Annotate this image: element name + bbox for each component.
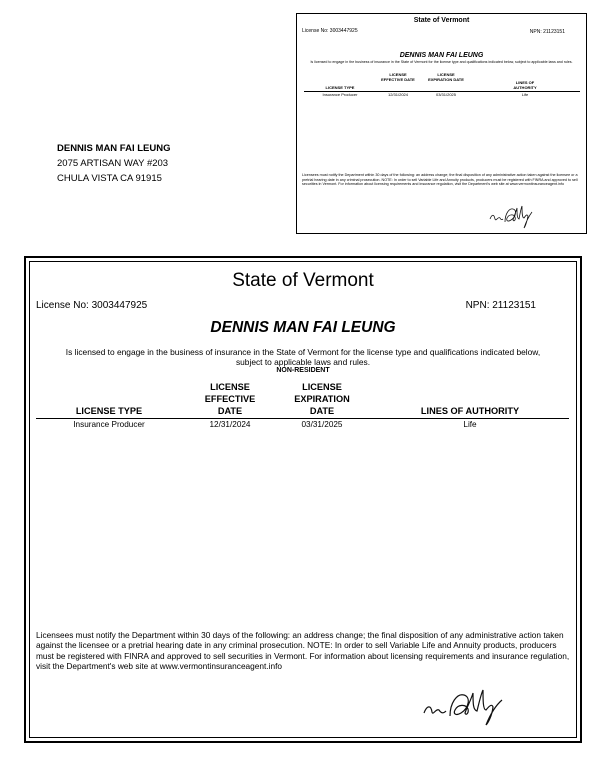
certificate-licensee-name: DENNIS MAN FAI LEUNG xyxy=(210,319,396,336)
col-expiration-line3: DATE xyxy=(309,406,335,416)
cell-lines-of-authority: Life xyxy=(463,420,477,429)
cell-license-type: Insurance Producer xyxy=(73,420,145,429)
small-cell-lines-of-authority: Life xyxy=(521,92,529,97)
small-col-effective-line2: EFFECTIVE DATE xyxy=(381,76,415,82)
small-cell-license-type: Insurance Producer xyxy=(322,92,358,97)
small-license-number: License No: 3003447925 xyxy=(302,28,358,34)
small-state-title: State of Vermont xyxy=(413,17,470,24)
small-col-expiration xyxy=(421,73,471,82)
small-col-effective xyxy=(375,73,421,82)
certificate-state-title: State of Vermont xyxy=(232,270,374,291)
col-effective-line2: EFFECTIVE xyxy=(204,394,256,404)
certificate-notice-text: Licensees must notify the Department within 30 days of the following: an address change; the final disposition of any administrative action taken against the licensee or a pretrial hearing date in any criminal prosecution. NOTE: In order to sell Variable Life and Annuity products, producers must be registered with FINRA and approved to sell securities in Vermont. For information about licensing requirements and insurance regulation, visit the Department's web site at www.vermontinsuranceagent.info xyxy=(36,630,570,671)
small-col-expiration-line2: EXPIRATION DATE xyxy=(428,76,464,82)
address-city-state-zip: CHULA VISTA CA 91915 xyxy=(57,173,162,184)
cell-expiration-date: 03/31/2025 xyxy=(301,420,343,429)
col-lines-of-authority: LINES OF AUTHORITY xyxy=(420,406,520,416)
small-license-statement: Is licensed to engage in the business of insurance in the State of Vermont for the license type and qualifications indicated below, subject to applicable laws and rules. xyxy=(310,60,573,64)
small-cell-expiration-date: 03/31/2025 xyxy=(435,92,457,97)
certificate-statement xyxy=(48,347,558,367)
col-license-expiration-date xyxy=(276,381,368,417)
small-notice-text: Licensees must notify the Department within 30 days of the following: an address change; the final disposition of any administrative action taken against the licensee or a pretrial hearing date in any criminal prosecution. NOTE: In order to sell Variable Life and Annuity products, producers must be registered with FINRA and approved to sell securities in Vermont. For information about licensing requirements and insurance regulation, visit the Department's web site at www.vermontinsuranceagent.info xyxy=(302,173,578,187)
small-col-lines-line2: AUTHORITY xyxy=(513,84,537,90)
col-effective-line1: LICENSE xyxy=(210,382,250,392)
table-header-divider xyxy=(36,418,569,419)
col-expiration-line1: LICENSE xyxy=(302,382,342,392)
residency-status: NON-RESIDENT xyxy=(276,367,330,374)
small-col-license-type: LICENSE TYPE xyxy=(325,85,355,90)
small-col-lines-of-authority xyxy=(493,81,557,90)
col-effective-line3: DATE xyxy=(217,406,243,416)
certificate-inner-border xyxy=(29,261,577,738)
certificate-statement-line2: subject to applicable laws and rules. xyxy=(235,357,371,367)
certificate-npn: NPN: 21123151 xyxy=(465,300,536,311)
certificate-signature-image xyxy=(420,685,510,727)
certificate-statement-line1: Is licensed to engage in the business of insurance in the State of Vermont for the license type and qualifications indicated below, xyxy=(65,347,541,357)
cell-effective-date: 12/31/2024 xyxy=(209,420,251,429)
certificate-license-number: License No: 3003447925 xyxy=(36,300,148,311)
small-signature-image xyxy=(487,202,537,229)
wallet-license-card xyxy=(296,13,587,234)
col-license-effective-date xyxy=(186,381,274,417)
small-col-lines-line1: LINES OF xyxy=(515,80,535,85)
small-col-effective-line1: LICENSE xyxy=(389,72,407,77)
small-npn: NPN: 21123151 xyxy=(529,29,565,35)
small-col-expiration-line1: LICENSE xyxy=(437,72,455,77)
address-street: 2075 ARTISAN WAY #203 xyxy=(57,158,169,169)
address-name: DENNIS MAN FAI LEUNG xyxy=(57,143,171,154)
col-expiration-line2: EXPIRATION xyxy=(294,394,350,404)
license-certificate xyxy=(24,256,582,743)
small-licensee-name: DENNIS MAN FAI LEUNG xyxy=(399,52,484,59)
mailing-address xyxy=(57,141,170,186)
small-cell-effective-date: 12/31/2024 xyxy=(387,92,409,97)
col-license-type: LICENSE TYPE xyxy=(75,406,143,416)
